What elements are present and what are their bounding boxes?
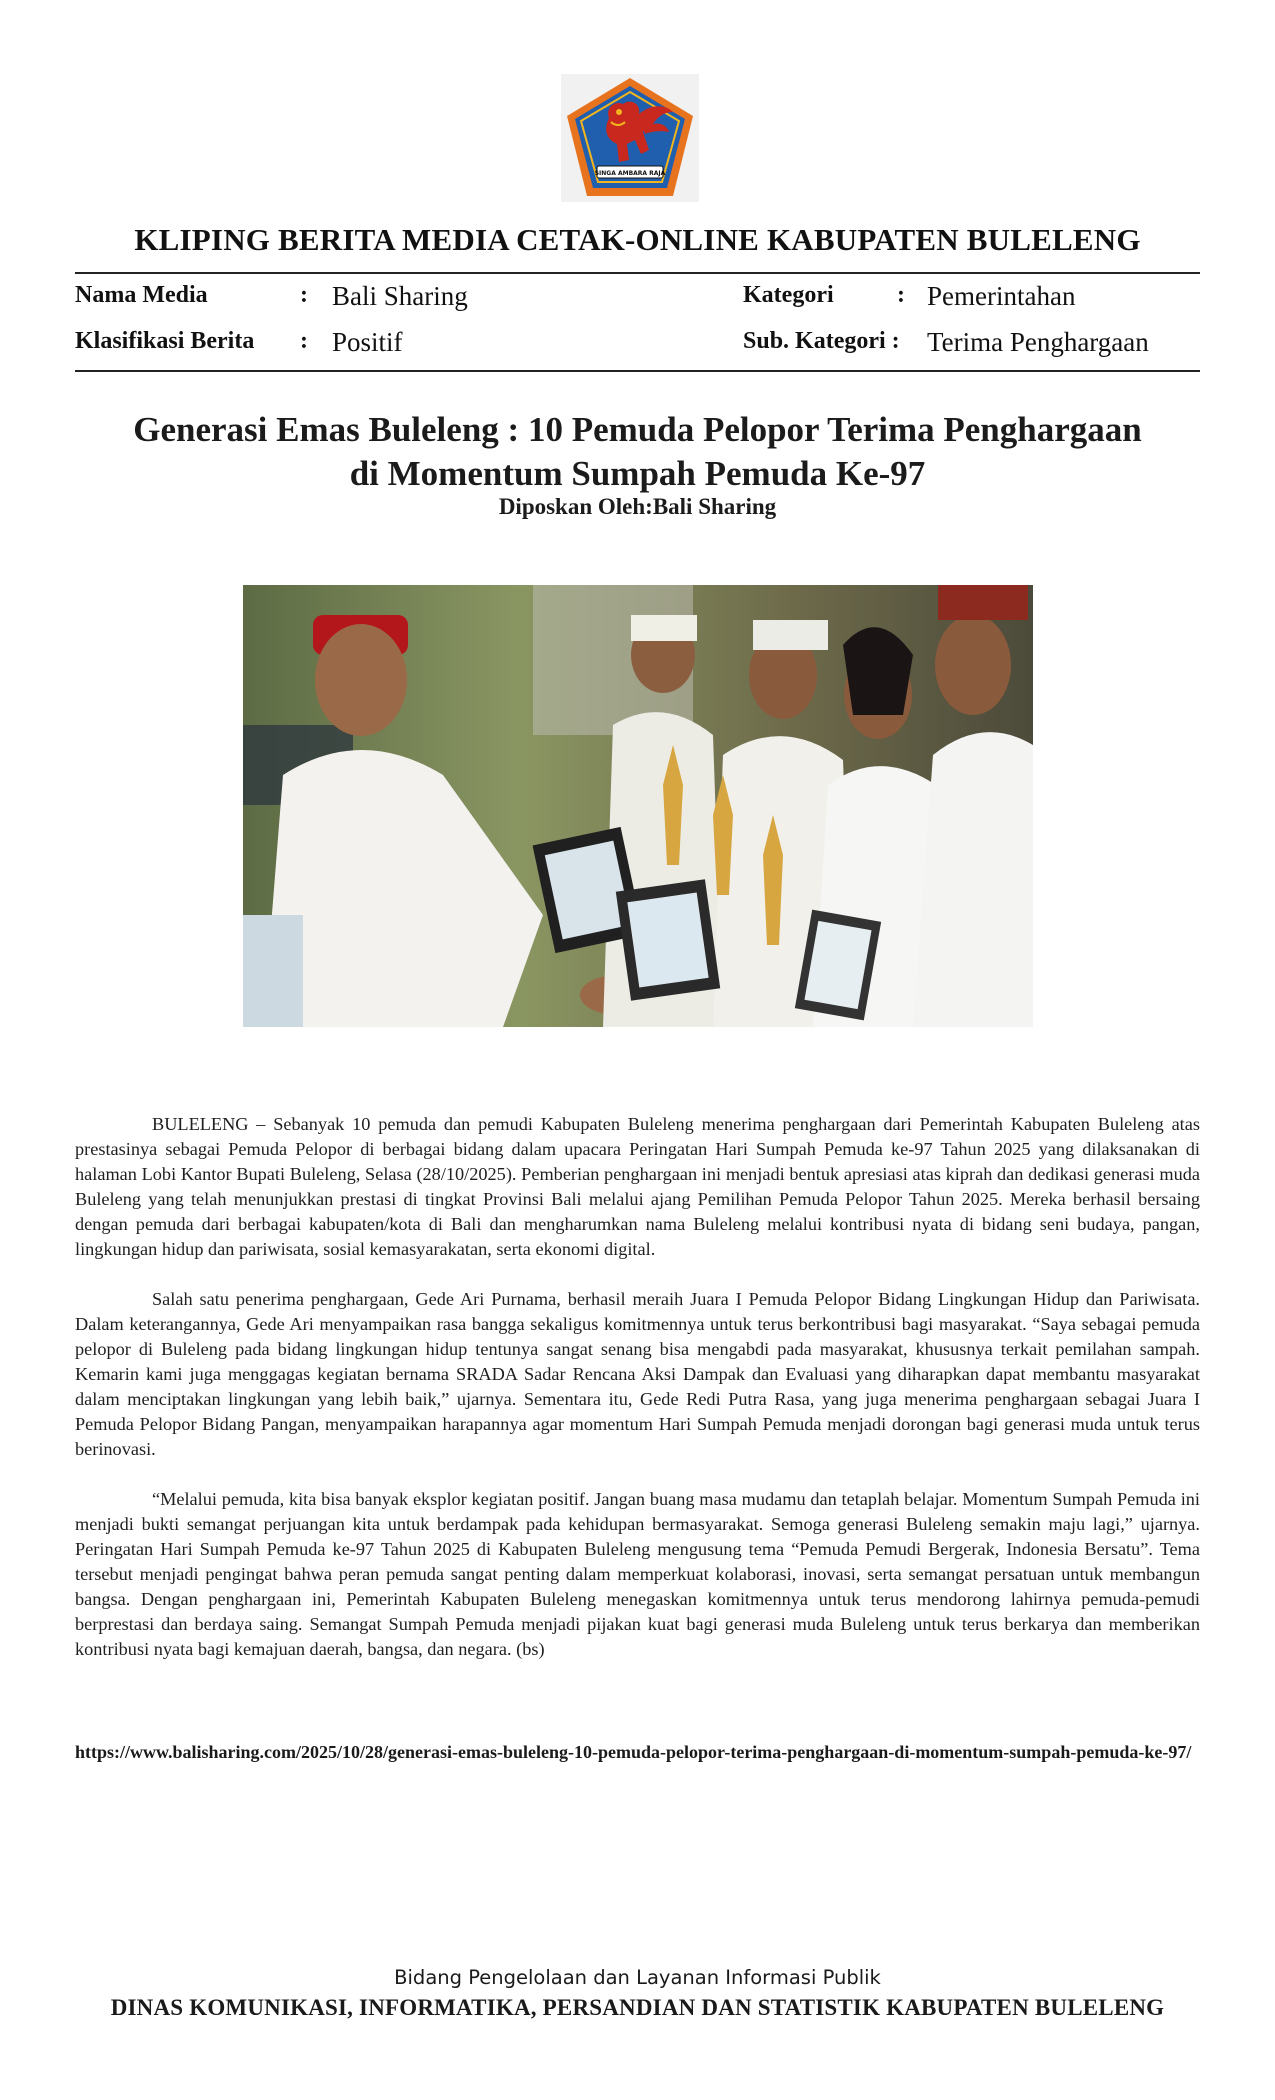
nama-media-colon: : bbox=[300, 282, 308, 308]
sub-kategori-label: Sub. Kategori : bbox=[743, 328, 900, 354]
award-ceremony-photo bbox=[243, 585, 1033, 1027]
klasifikasi-label: Klasifikasi Berita bbox=[75, 328, 255, 354]
logo-motto-text: SINGA AMBARA RAJA bbox=[594, 170, 666, 177]
sub-kategori-value: Terima Penghargaan bbox=[927, 327, 1149, 357]
footer-department: DINAS KOMUNIKASI, INFORMATIKA, PERSANDIAN DAN STATISTIK KABUPATEN BULELENG bbox=[110, 1995, 1165, 2020]
footer-unit: Bidang Pengelolaan dan Layanan Informasi Publik bbox=[394, 1966, 881, 1989]
article-byline: Diposkan Oleh:Bali Sharing bbox=[498, 494, 777, 519]
article-body bbox=[75, 1112, 1200, 1687]
header-rule-bottom bbox=[75, 370, 1200, 372]
nama-media-value: Bali Sharing bbox=[332, 281, 468, 311]
kategori-value: Pemerintahan bbox=[927, 281, 1076, 311]
headline-line-1: Generasi Emas Buleleng : 10 Pemuda Pelopor Terima Penghargaan bbox=[133, 410, 1142, 449]
clipping-header-title: KLIPING BERITA MEDIA CETAK-ONLINE KABUPATEN BULELENG bbox=[134, 222, 1141, 257]
source-url-link[interactable]: https://www.balisharing.com/2025/10/28/generasi-emas-buleleng-10-pemuda-pelopor-terima-penghargaan-di-momentum-sumpah-pemuda-ke-97/ bbox=[75, 1742, 1192, 1762]
article-paragraph-2: Salah satu penerima penghargaan, Gede Ari Purnama, berhasil meraih Juara I Pemuda Pelopor Bidang Lingkungan Hidup dan Pariwisata. Dalam keterangannya, Gede Ari menyampaikan rasa bangga sekaligus komitmennya untuk terus berkontribusi bagi masyarakat. “Saya sebagai pemuda pelopor di Buleleng pada bidang lingkungan hidup tentunya sangat senang bisa mengabdi pada masyarakat, khususnya terkait pemilahan sampah. Kemarin kami juga menggagas kegiatan bernama SRADA Sadar Rencana Aksi Dampak dan Evaluasi yang diharapkan dapat membantu masyarakat dalam menciptakan lingkungan yang lebih baik,” ujarnya. Sementara itu, Gede Redi Putra Rasa, yang juga menerima penghargaan sebagai Juara I Pemuda Pelopor Bidang Pangan, menyampaikan harapannya agar momentum Hari Sumpah Pemuda menjadi dorongan bagi generasi muda untuk terus berinovasi. bbox=[75, 1289, 1200, 1459]
kategori-colon: : bbox=[897, 282, 905, 308]
nama-media-label: Nama Media bbox=[75, 282, 208, 308]
article-paragraph-1: BULELENG – Sebanyak 10 pemuda dan pemudi Kabupaten Buleleng menerima penghargaan dari Pemerintah Kabupaten Buleleng atas prestasinya sebagai Pemuda Pelopor di berbagai bidang dalam upacara Peringatan Hari Sumpah Pemuda ke-97 Tahun 2025 yang dilaksanakan di halaman Lobi Kantor Bupati Buleleng, Selasa (28/10/2025). Pemberian penghargaan ini menjadi bentuk apresiasi atas kiprah dan dedikasi generasi muda Buleleng yang telah menunjukkan prestasi di tingkat Provinsi Bali melalui ajang Pemilihan Pemuda Pelopor Tahun 2025. Mereka berhasil bersaing dengan pemuda dari berbagai kabupaten/kota di Bali dan mengharumkan nama Buleleng melalui kontribusi nyata di bidang seni budaya, pangan, lingkungan hidup dan pariwisata, sosial kemasyarakatan, serta ekonomi digital. bbox=[75, 1114, 1200, 1259]
article-paragraph-3: “Melalui pemuda, kita bisa banyak eksplor kegiatan positif. Jangan buang masa mudamu dan tetaplah belajar. Momentum Sumpah Pemuda ini menjadi bukti semangat perjuangan kita untuk berdampak pada kehidupan bermasyarakat. Semoga generasi Buleleng semakin maju lagi,” ujarnya. Peringatan Hari Sumpah Pemuda ke-97 Tahun 2025 di Kabupaten Buleleng mengusung tema “Pemuda Pemudi Bergerak, Indonesia Bersatu”. Tema tersebut menjadi pengingat bahwa peran pemuda sangat penting dalam memperkuat kolaborasi, inovasi, serta semangat persatuan untuk membangun bangsa. Dengan penghargaan ini, Pemerintah Kabupaten Buleleng menegaskan komitmennya untuk terus mendorong lahirnya pemuda-pemudi berprestasi dan berdaya saing. Semangat Sumpah Pemuda menjadi pijakan kuat bagi generasi muda Buleleng untuk terus berkarya dan memberikan kontribusi nyata bagi kemajuan daerah, bangsa, dan negara. (bs) bbox=[75, 1489, 1200, 1659]
klasifikasi-value: Positif bbox=[332, 327, 403, 357]
article-headline bbox=[80, 408, 1195, 496]
kategori-label: Kategori bbox=[743, 282, 834, 308]
headline-line-2: di Momentum Sumpah Pemuda Ke-97 bbox=[349, 454, 926, 493]
klasifikasi-colon: : bbox=[300, 328, 308, 354]
